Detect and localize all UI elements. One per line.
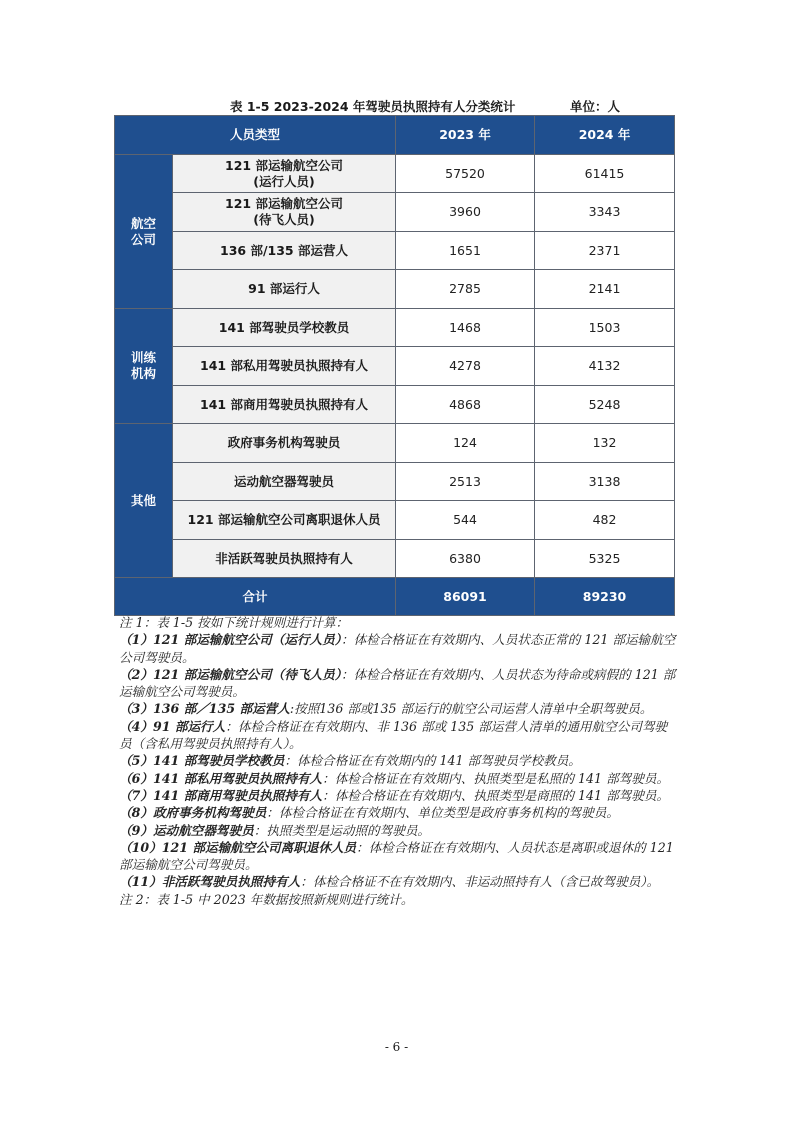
- category-airline: 航空 公司: [115, 155, 173, 309]
- value-2024: 61415: [535, 155, 675, 193]
- value-2024: 1503: [535, 309, 675, 347]
- note-item: （1）121 部运输航空公司（运行人员）：体检合格证在有效期内、人员状态正常的 121 部运输航空公司驾驶员。: [119, 632, 676, 665]
- value-2023: 4278: [396, 347, 535, 386]
- value-2024: 5325: [535, 540, 675, 578]
- category-training: 训练 机构: [115, 309, 173, 424]
- table-row: [115, 347, 675, 386]
- table-title: 表 1-5 2023-2024 年驾驶员执照持有人分类统计: [230, 99, 516, 114]
- table-row: [115, 232, 675, 270]
- note-1-intro: 注 1：表 1-5 按如下统计规则进行计算：: [119, 615, 349, 630]
- value-2023: 1468: [396, 309, 535, 347]
- value-2024: 2141: [535, 270, 675, 309]
- value-2024: 482: [535, 501, 675, 540]
- total-2024: 89230: [535, 578, 675, 616]
- total-2023: 86091: [396, 578, 535, 616]
- value-2023: 57520: [396, 155, 535, 193]
- note-item: （7）141 部商用驾驶员执照持有人：体检合格证在有效期内、执照类型是商照的 141 部驾驶员。: [119, 787, 670, 803]
- value-2024: 3343: [535, 193, 675, 232]
- note-item: （5）141 部驾驶员学校教员：体检合格证在有效期内的 141 部驾驶员学校教员。: [119, 753, 581, 769]
- value-2023: 544: [396, 501, 535, 540]
- table-row: [115, 540, 675, 578]
- table-row: [115, 463, 675, 501]
- category-other: 其他: [115, 424, 173, 578]
- row-label: 141 部驾驶员学校教员: [173, 309, 396, 347]
- value-2023: 6380: [396, 540, 535, 578]
- header-2024: 2024 年: [535, 116, 675, 155]
- table-row: [115, 501, 675, 540]
- note-2: 注 2：表 1-5 中 2023 年数据按照新规则进行统计。: [119, 891, 414, 907]
- note-item: （11）非活跃驾驶员执照持有人：体检合格证不在有效期内、非运动照持有人（含已故驾驶员）。: [119, 874, 660, 890]
- value-2023: 124: [396, 424, 535, 463]
- header-2023: 2023 年: [396, 116, 535, 155]
- value-2023: 2785: [396, 270, 535, 309]
- pilot-license-table: [114, 115, 675, 616]
- header-person-type: 人员类型: [115, 116, 396, 155]
- value-2024: 5248: [535, 386, 675, 424]
- row-label: 136 部/135 部运营人: [173, 232, 396, 270]
- table-row: [115, 386, 675, 424]
- page-number: - 6 -: [384, 1040, 409, 1054]
- note-item: （8）政府事务机构驾驶员：体检合格证在有效期内、单位类型是政府事务机构的驾驶员。: [119, 805, 619, 821]
- table-unit: 单位：人: [570, 99, 621, 114]
- value-2023: 2513: [396, 463, 535, 501]
- value-2024: 3138: [535, 463, 675, 501]
- value-2023: 1651: [396, 232, 535, 270]
- note-item: （9）运动航空器驾驶员：执照类型是运动照的驾驶员。: [119, 822, 431, 838]
- table-row: [115, 309, 675, 347]
- row-label: 91 部运行人: [173, 270, 396, 309]
- row-label: 非活跃驾驶员执照持有人: [173, 540, 396, 578]
- row-label: 政府事务机构驾驶员: [173, 424, 396, 463]
- table-row: [115, 270, 675, 309]
- row-label: 121 部运输航空公司离职退休人员: [173, 501, 396, 540]
- row-label: 121 部运输航空公司 (运行人员): [173, 155, 396, 193]
- total-label: 合计: [115, 578, 396, 616]
- value-2024: 2371: [535, 232, 675, 270]
- table-caption: [230, 95, 640, 115]
- row-label: 运动航空器驾驶员: [173, 463, 396, 501]
- note-item: （2）121 部运输航空公司（待飞人员）：体检合格证在有效期内、人员状态为待命或病假的 121 部运输航空公司驾驶员。: [119, 666, 676, 700]
- table-row: [115, 193, 675, 232]
- value-2024: 4132: [535, 347, 675, 386]
- value-2023: 4868: [396, 386, 535, 424]
- value-2024: 132: [535, 424, 675, 463]
- note-item: （10）121 部运输航空公司离职退休人员：体检合格证在有效期内、人员状态是离职或退休的 121 部运输航空公司驾驶员。: [119, 839, 674, 873]
- table-row: [115, 155, 675, 193]
- row-label: 141 部商用驾驶员执照持有人: [173, 386, 396, 424]
- table-header-row: [115, 116, 675, 155]
- note-item: （4）91 部运行人：体检合格证在有效期内、非 136 部或 135 部运营人清单的通用航空公司驾驶员（含私用驾驶员执照持有人）。: [119, 718, 668, 752]
- table-notes: [119, 614, 677, 908]
- value-2023: 3960: [396, 193, 535, 232]
- total-row: [115, 578, 675, 616]
- note-item: （3）136 部／135 部运营人:按照136 部或135 部运行的航空公司运营人清单中全职驾驶员。: [119, 701, 653, 717]
- table-row: [115, 424, 675, 463]
- row-label: 141 部私用驾驶员执照持有人: [173, 347, 396, 386]
- note-item: （6）141 部私用驾驶员执照持有人：体检合格证在有效期内、执照类型是私照的 141 部驾驶员。: [119, 770, 670, 786]
- row-label: 121 部运输航空公司 (待飞人员): [173, 193, 396, 232]
